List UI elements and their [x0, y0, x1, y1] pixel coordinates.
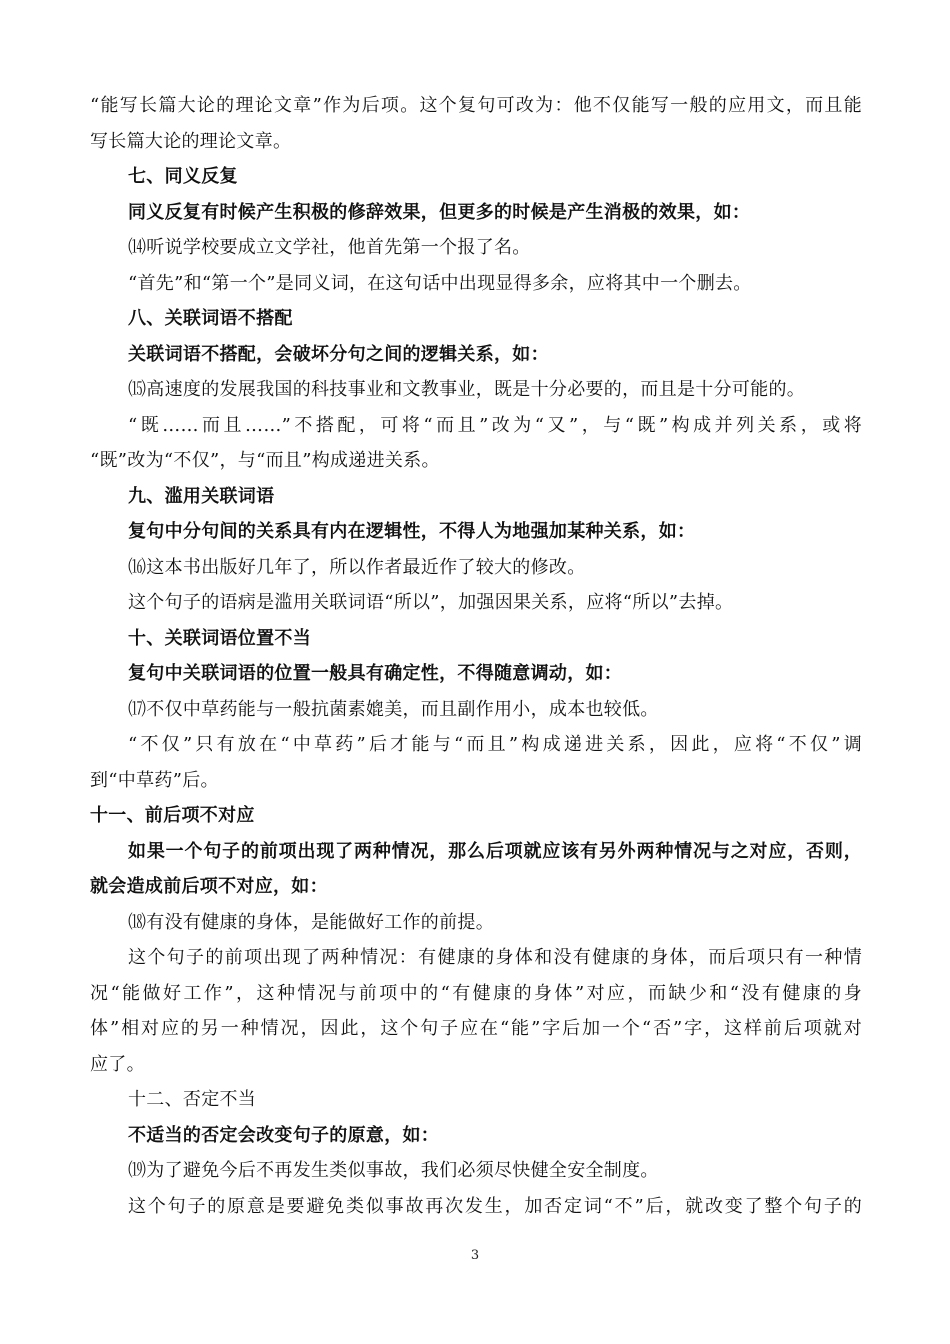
- body-line: 写长篇大论的理论文章。: [90, 130, 292, 152]
- body-line: ⒁听说学校要成立文学社，他首先第一个报了名。: [128, 237, 531, 258]
- body-line: 况“能做好工作”，这种情况与前项中的“有健康的身体”对应，而缺少和“没有健康的身: [90, 982, 862, 1004]
- section-heading: 十、关联词语位置不当: [128, 627, 311, 649]
- body-line: ⒂高速度的发展我国的科技事业和文教事业，既是十分必要的，而且是十分可能的。: [128, 379, 806, 400]
- body-line: 体”相对应的另一种情况，因此，这个句子应在“能”字后加一个“否”字，这样前后项就对: [90, 1018, 862, 1039]
- rule-statement: 不适当的否定会改变句子的原意，如：: [128, 1124, 440, 1146]
- section-heading: 八、关联词语不搭配: [128, 308, 293, 329]
- body-line: “既……而且……”不搭配，可将“而且”改为“又”，与“既”构成并列关系，或将: [128, 414, 862, 436]
- body-line: ⒆为了避免今后不再发生类似事故，我们必须尽快健全安全制度。: [128, 1160, 659, 1181]
- rule-statement: 关联词语不搭配，会破坏分句之间的逻辑关系，如：: [128, 343, 549, 365]
- section-heading: 九、滥用关联词语: [128, 485, 275, 507]
- rule-statement: 复句中关联词语的位置一般具有确定性，不得随意调动，如：: [128, 663, 623, 684]
- page-number: 3: [470, 1248, 480, 1263]
- body-line: 到“中草药”后。: [90, 769, 219, 791]
- section-heading: 十二、否定不当: [128, 1089, 257, 1110]
- rule-statement: 复句中分句间的关系具有内在逻辑性，不得人为地强加某种关系，如：: [128, 521, 696, 542]
- section-heading: 十一、前后项不对应: [90, 805, 255, 826]
- body-line: ⒅有没有健康的身体，是能做好工作的前提。: [128, 911, 494, 933]
- rule-statement: 同义反复有时候产生积极的修辞效果，但更多的时候是产生消极的效果，如：: [128, 201, 751, 223]
- body-line: “能写长篇大论的理论文章”作为后项。这个复句可改为：他不仅能写一般的应用文，而且能: [90, 95, 862, 116]
- body-line: “首先”和“第一个”是同义词，在这句话中出现显得多余，应将其中一个删去。: [128, 272, 752, 294]
- body-line: “既”改为“不仅”，与“而且”构成递进关系。: [90, 450, 440, 471]
- body-line: ⒄不仅中草药能与一般抗菌素媲美，而且副作用小，成本也较低。: [128, 698, 659, 720]
- document-body: [90, 88, 862, 1224]
- body-line: 这个句子的原意是要避免类似事故再次发生，加否定词“不”后，就改变了整个句子的: [128, 1195, 862, 1217]
- rule-statement: 就会造成前后项不对应，如：: [90, 876, 328, 897]
- body-line: “不仅”只有放在“中草药”后才能与“而且”构成递进关系，因此，应将“不仅”调: [128, 734, 862, 755]
- body-line: 应了。: [90, 1053, 145, 1075]
- body-line: 这个句子的语病是滥用关联词语“所以”，加强因果关系，应将“所以”去掉。: [128, 592, 734, 613]
- section-heading: 七、同义反复: [128, 166, 238, 187]
- rule-statement: 如果一个句子的前项出现了两种情况，那么后项就应该有另外两种情况与之对应，否则，: [128, 840, 862, 862]
- body-line: 这个句子的前项出现了两种情况：有健康的身体和没有健康的身体，而后项只有一种情: [128, 947, 862, 968]
- body-line: ⒃这本书出版好几年了，所以作者最近作了较大的修改。: [128, 556, 586, 578]
